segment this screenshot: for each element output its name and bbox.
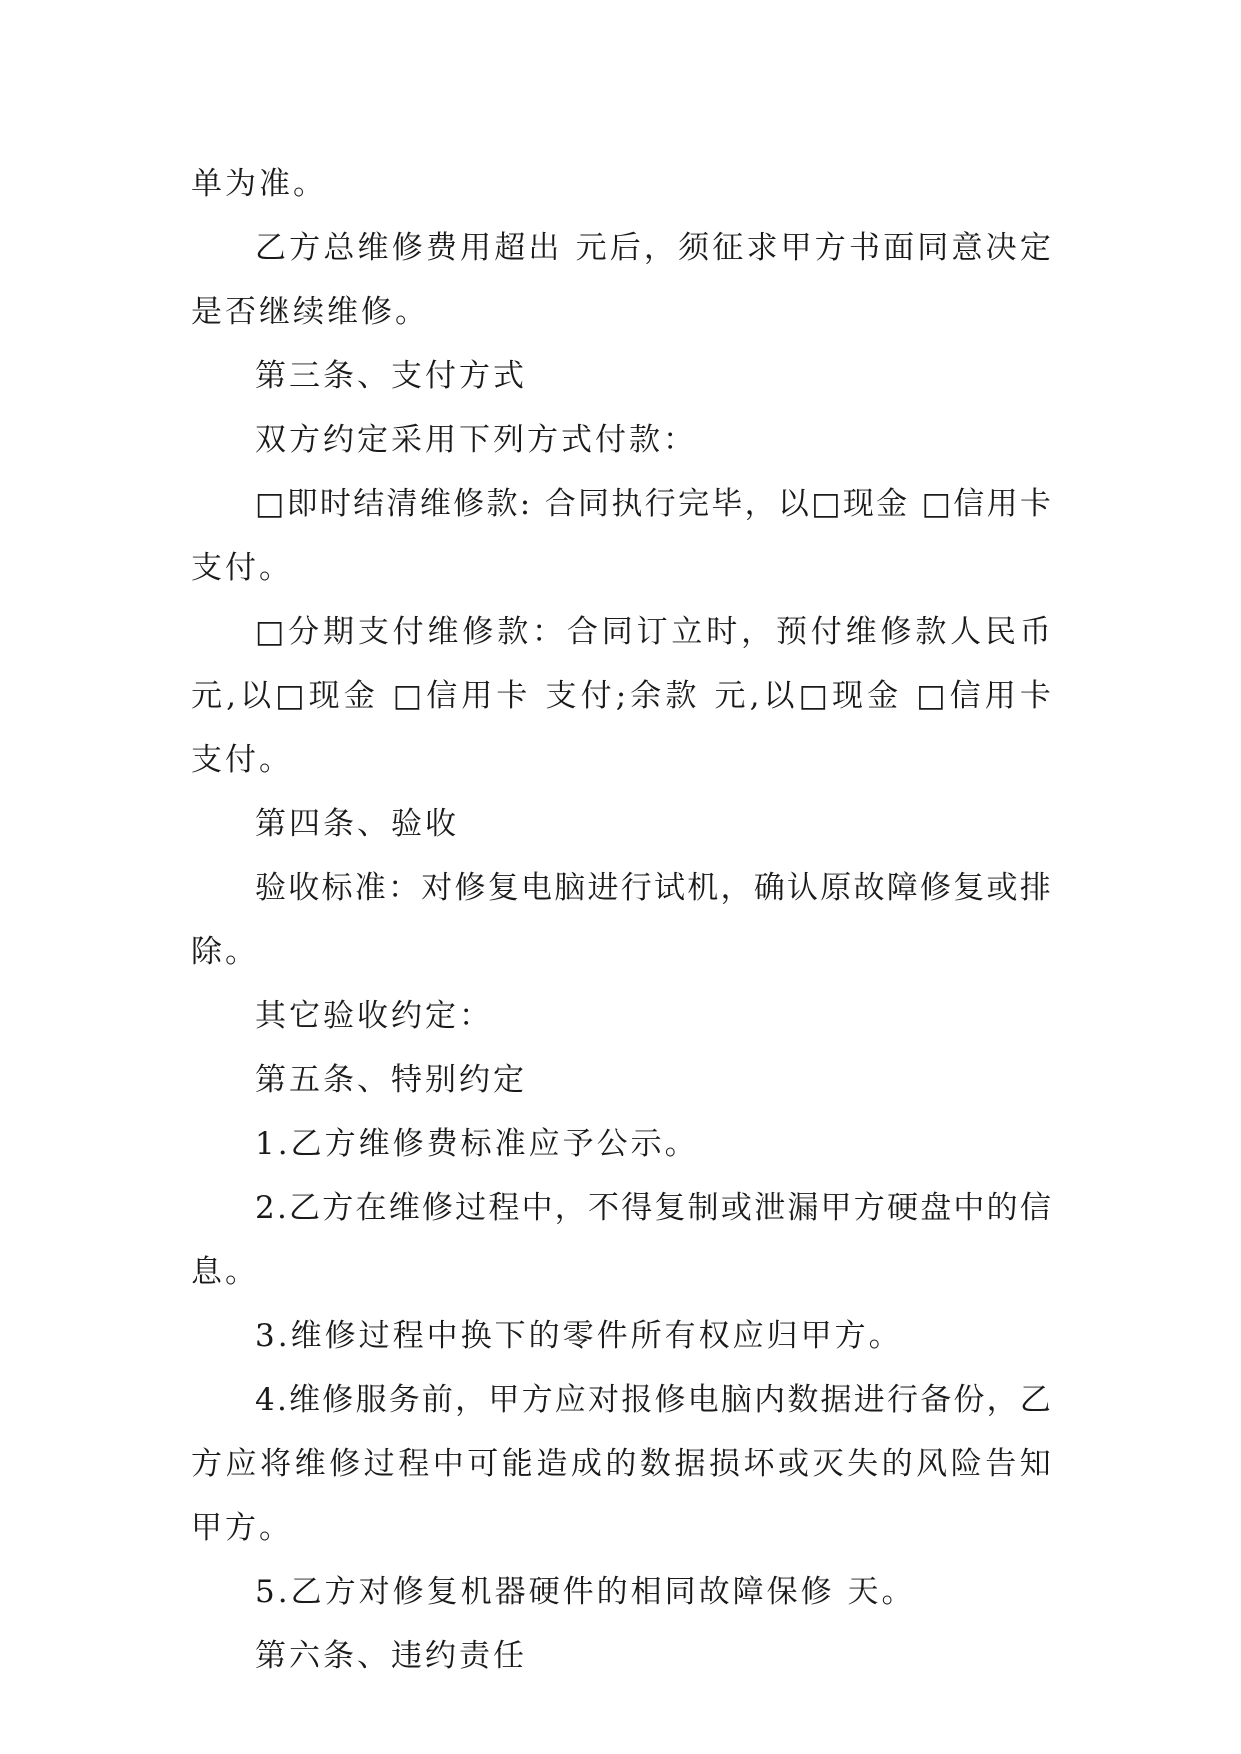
text-line: 5 . 乙 方 对 修 复 机 器 硬 件 的 相 同 故 障 保 修 天 。 <box>255 1574 916 1610</box>
text-line: 除 。 <box>191 934 259 970</box>
text-line: 第 三 条 、 支 付 方 式 <box>255 358 527 394</box>
text-line: 甲 方 。 <box>191 1510 293 1546</box>
text-line: 乙 方 总 维 修 费 用 超 出 元 后 ， 须 征 求 甲 方 书 面 同 意 决 定 <box>255 230 1051 266</box>
text-line: 单 为 准 。 <box>191 166 327 202</box>
text-line: 支 付 。 <box>191 550 293 586</box>
text-line: □ 即 时 结 清 维 修 款 : 合 同 执 行 完 毕 ， 以 □ 现 金 □ 信 用 卡 <box>255 486 1051 522</box>
text-line: 支 付 。 <box>191 742 293 778</box>
text-line: 第 六 条 、 违 约 责 任 <box>255 1638 527 1674</box>
text-line: 4 . 维 修 服 务 前 ， 甲 方 应 对 报 修 电 脑 内 数 据 进 行 备 份 ， 乙 <box>255 1382 1051 1418</box>
text-line: 第 五 条 、 特 别 约 定 <box>255 1062 527 1098</box>
text-line: 3 . 维 修 过 程 中 换 下 的 零 件 所 有 权 应 归 甲 方 。 <box>255 1318 903 1354</box>
text-line: 元 , 以 □ 现 金 □ 信 用 卡 支 付 ; 余 款 元 , 以 □ 现 金 □ 信 用 卡 <box>191 678 1051 714</box>
text-line: 息 。 <box>191 1254 259 1290</box>
document-page <box>191 152 1051 1688</box>
text-line: 第 四 条 、 验 收 <box>255 806 459 842</box>
text-line: 双 方 约 定 采 用 下 列 方 式 付 款 ： <box>255 422 697 458</box>
text-line: 其 它 验 收 约 定 ： <box>255 998 493 1034</box>
text-line: □ 分 期 支 付 维 修 款 ： 合 同 订 立 时 ， 预 付 维 修 款 人 民 币 <box>255 614 1051 650</box>
text-line: 2 . 乙 方 在 维 修 过 程 中 ， 不 得 复 制 或 泄 漏 甲 方 硬 盘 中 的 信 <box>255 1190 1051 1226</box>
text-line: 方 应 将 维 修 过 程 中 可 能 造 成 的 数 据 损 坏 或 灭 失 的 风 险 告 知 <box>191 1446 1051 1482</box>
text-line: 是 否 继 续 维 修 。 <box>191 294 429 330</box>
text-line: 1 . 乙 方 维 修 费 标 准 应 予 公 示 。 <box>255 1126 699 1162</box>
text-line: 验 收 标 准 ： 对 修 复 电 脑 进 行 试 机 ， 确 认 原 故 障 修 复 或 排 <box>255 870 1051 906</box>
